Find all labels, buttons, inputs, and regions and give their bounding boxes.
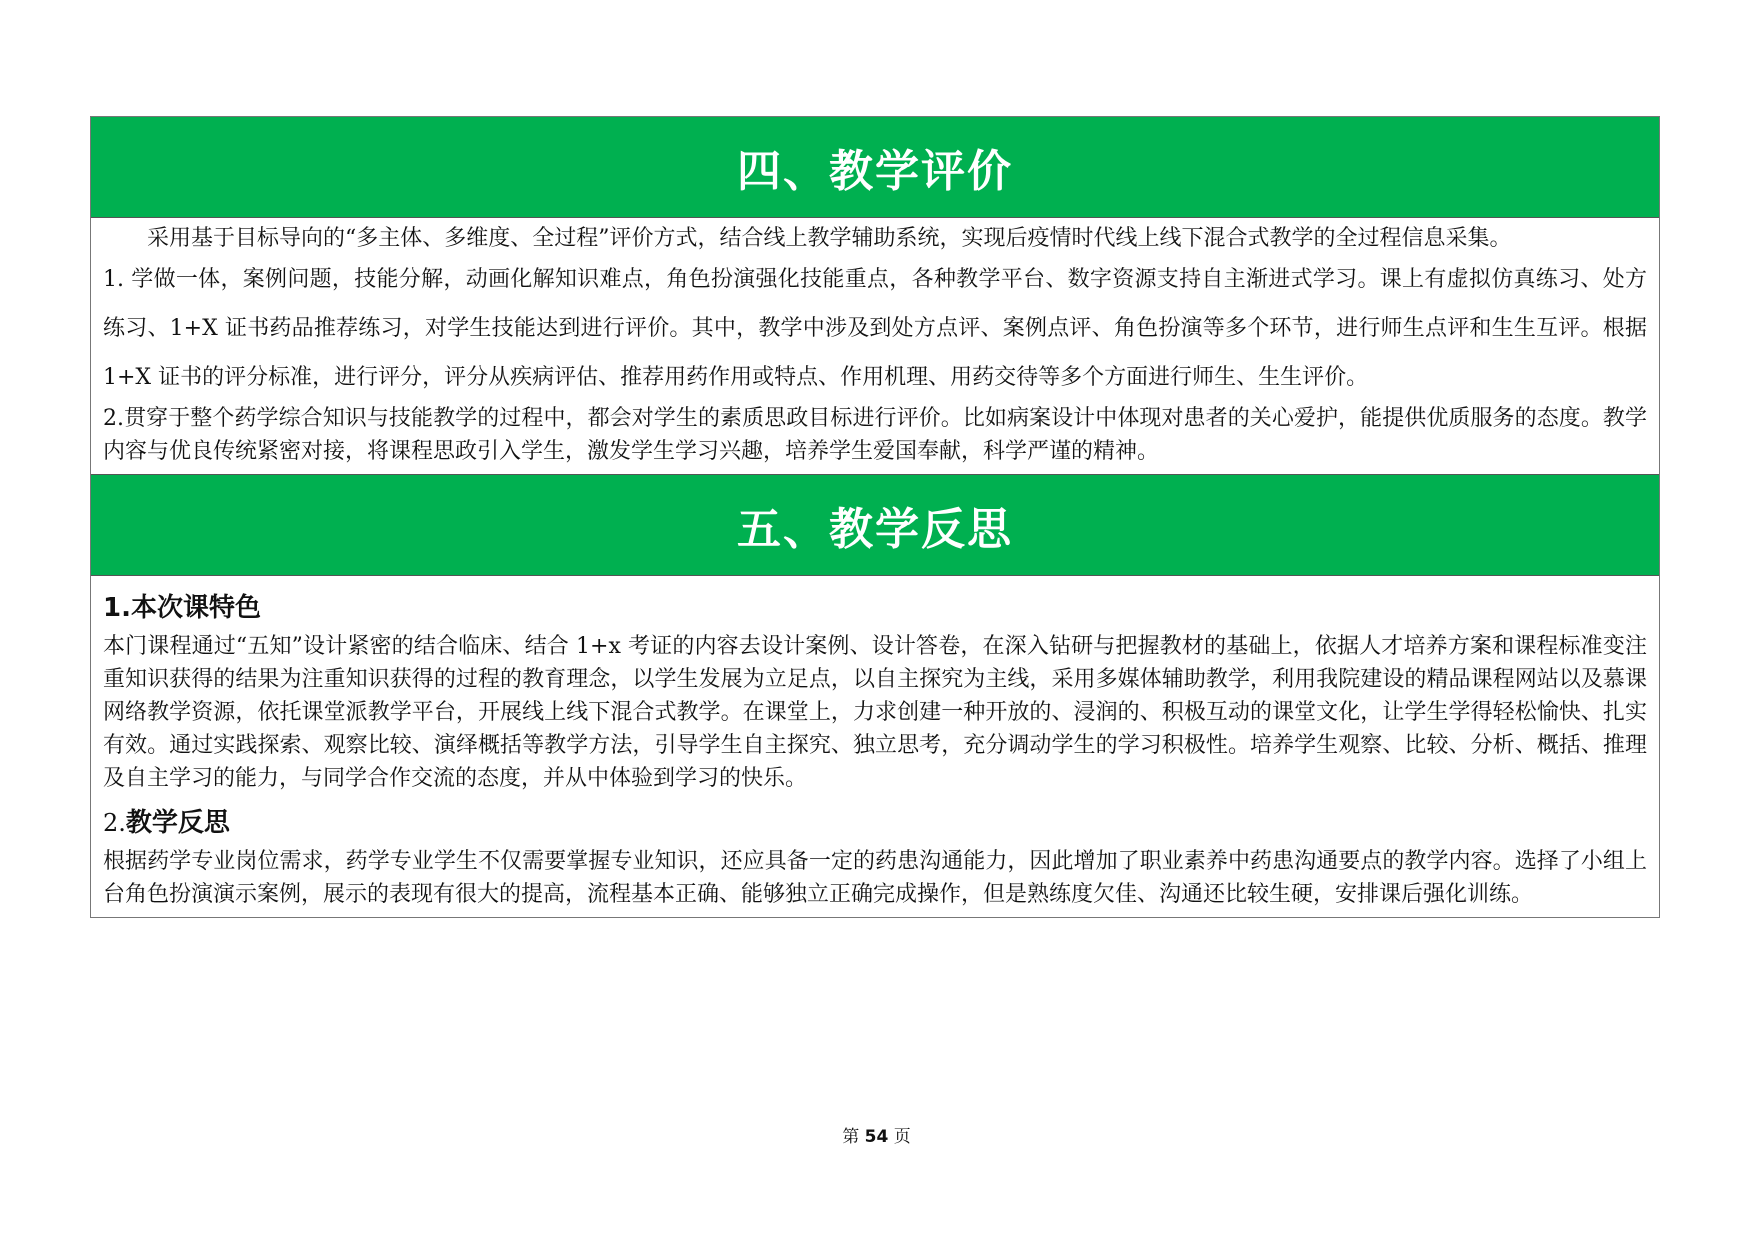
- page-label-suffix: 页: [893, 1127, 911, 1147]
- page-footer: [0, 1122, 1753, 1147]
- content-table: [90, 116, 1660, 918]
- page-label-prefix: 第: [842, 1127, 860, 1147]
- evaluation-item-2: 2.贯穿于整个药学综合知识与技能教学的过程中，都会对学生的素质思政目标进行评价。比如病案设计中体现对患者的关心爱护，能提供优质服务的态度。教学内容与优良传统紧密对接，将课程思政引入学生，激发学生学习兴趣，培养学生爱国奉献，科学严谨的精神。: [103, 406, 1647, 464]
- evaluation-item-1: 1. 学做一体，案例问题，技能分解，动画化解知识难点，角色扮演强化技能重点，各种教学平台、数字资源支持自主渐进式学习。课上有虚拟仿真练习、处方练习、1+X 证书药品推荐练习，对学生技能达到进行评价。其中，教学中涉及到处方点评、案例点评、角色扮演等多个环节，进行师生点评和生生互评。根据 1+X 证书的评分标准，进行评分，评分从疾病评估、推荐用药作用或特点、作用机理、用药交待等多个方面进行师生、生生评价。: [103, 267, 1647, 390]
- page-number: 54: [864, 1127, 889, 1147]
- evaluation-title: 四、教学评价: [737, 146, 1013, 197]
- reflection-heading-number: 2.: [103, 809, 126, 837]
- evaluation-body: [91, 218, 1659, 475]
- reflection-body: [91, 576, 1659, 917]
- evaluation-intro: 采用基于目标导向的“多主体、多维度、全过程”评价方式，结合线上教学辅助系统，实现后疫情时代线上线下混合式教学的全过程信息采集。: [147, 226, 1512, 251]
- reflection-heading-text: 教学反思: [125, 808, 230, 838]
- reflection-title: 五、教学反思: [737, 504, 1013, 555]
- reflection-paragraph: 根据药学专业岗位需求，药学专业学生不仅需要掌握专业知识，还应具备一定的药患沟通能力，因此增加了职业素养中药患沟通要点的教学内容。选择了小组上台角色扮演演示案例，展示的表现有很大的提高，流程基本正确、能够独立正确完成操作，但是熟练度欠佳、沟通还比较生硬，安排课后强化训练。: [103, 849, 1647, 907]
- reflection-heading: [103, 805, 1647, 841]
- features-heading: 1.本次课特色: [103, 593, 261, 623]
- evaluation-header: [91, 117, 1659, 218]
- reflection-header: [91, 475, 1659, 576]
- features-paragraph: 本门课程通过“五知”设计紧密的结合临床、结合 1+x 考证的内容去设计案例、设计答卷，在深入钻研与把握教材的基础上，依据人才培养方案和课程标准变注重知识获得的结果为注重知识获得的过程的教育理念，以学生发展为立足点，以自主探究为主线，采用多媒体辅助教学，利用我院建设的精品课程网站以及慕课网络教学资源，依托课堂派教学平台，开展线上线下混合式教学。在课堂上，力求创建一种开放的、浸润的、积极互动的课堂文化，让学生学得轻松愉快、扎实有效。通过实践探索、观察比较、演绎概括等教学方法，引导学生自主探究、独立思考，充分调动学生的学习积极性。培养学生观察、比较、分析、概括、推理及自主学习的能力，与同学合作交流的态度，并从中体验到学习的快乐。: [103, 634, 1647, 791]
